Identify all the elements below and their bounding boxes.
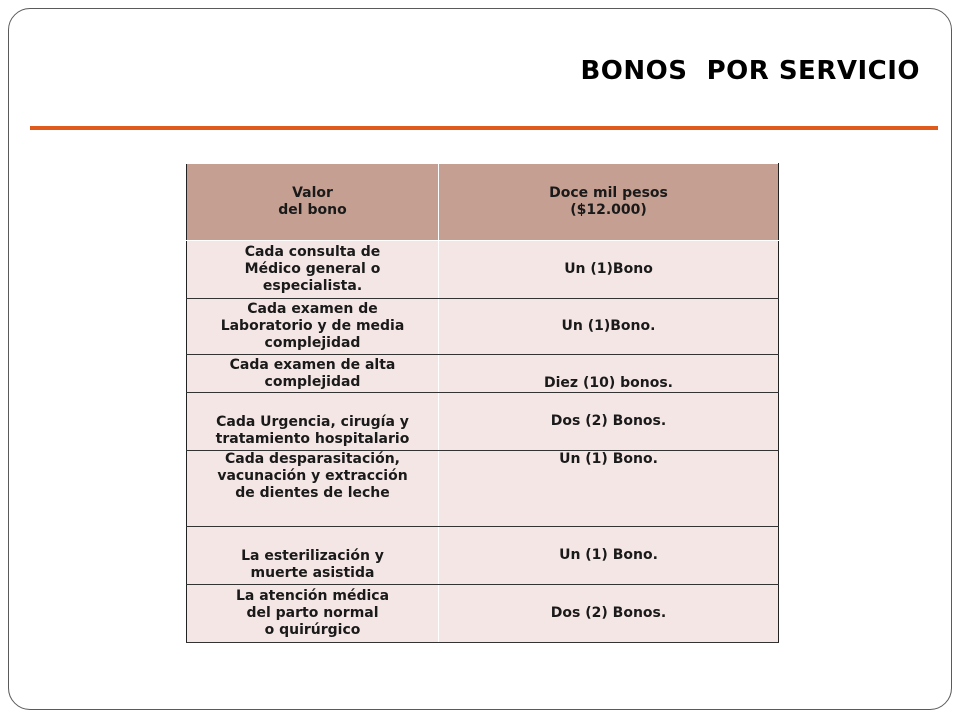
value-cell: Dos (2) Bonos. — [439, 393, 779, 451]
service-line: o quirúrgico — [264, 622, 361, 638]
value-cell: Un (1)Bono — [439, 241, 779, 299]
service-cell — [187, 451, 439, 527]
header-line: ($12.000) — [570, 202, 647, 218]
bonos-table — [186, 163, 779, 643]
value-cell: Un (1) Bono. — [439, 451, 779, 527]
header-line: Doce mil pesos — [549, 185, 668, 201]
service-line: Médico general o — [244, 261, 381, 277]
table-header-row — [187, 164, 779, 241]
header-line: del bono — [278, 202, 347, 218]
value-cell: Un (1) Bono. — [439, 527, 779, 585]
value-cell: Diez (10) bonos. — [439, 355, 779, 393]
service-line: Cada examen de alta — [229, 356, 396, 373]
table-row — [187, 393, 779, 451]
service-line: muerte asistida — [250, 565, 375, 581]
service-cell — [187, 299, 439, 355]
value-cell: Un (1)Bono. — [439, 299, 779, 355]
header-valor — [187, 164, 439, 241]
table-row — [187, 355, 779, 393]
table-row — [187, 527, 779, 585]
service-line: de dientes de leche — [235, 485, 390, 501]
service-cell — [187, 241, 439, 299]
service-cell — [187, 527, 439, 585]
service-line: Laboratorio y de media — [220, 318, 405, 334]
title-divider — [30, 126, 938, 130]
service-cell — [187, 355, 439, 393]
service-line: del parto normal — [246, 605, 379, 621]
header-precio — [439, 164, 779, 241]
service-line: tratamiento hospitalario — [215, 431, 410, 447]
header-line: Valor — [292, 185, 333, 201]
table-row — [187, 451, 779, 527]
service-line: complejidad — [264, 373, 361, 390]
service-line: Cada Urgencia, cirugía y — [216, 414, 409, 430]
service-line: La atención médica — [235, 588, 390, 604]
service-line: vacunación y extracción — [217, 468, 408, 484]
service-line: especialista. — [262, 278, 363, 294]
service-cell — [187, 585, 439, 643]
value-cell: Dos (2) Bonos. — [439, 585, 779, 643]
service-line: Cada consulta de — [244, 244, 381, 260]
service-cell — [187, 393, 439, 451]
service-line: Cada examen de — [247, 301, 378, 317]
service-line: Cada desparasitación, — [224, 451, 400, 467]
table-row — [187, 241, 779, 299]
table-row — [187, 585, 779, 643]
service-line: complejidad — [264, 335, 361, 351]
page-title: BONOS POR SERVICIO — [580, 56, 920, 86]
service-line: La esterilización y — [241, 548, 384, 564]
table-row — [187, 299, 779, 355]
